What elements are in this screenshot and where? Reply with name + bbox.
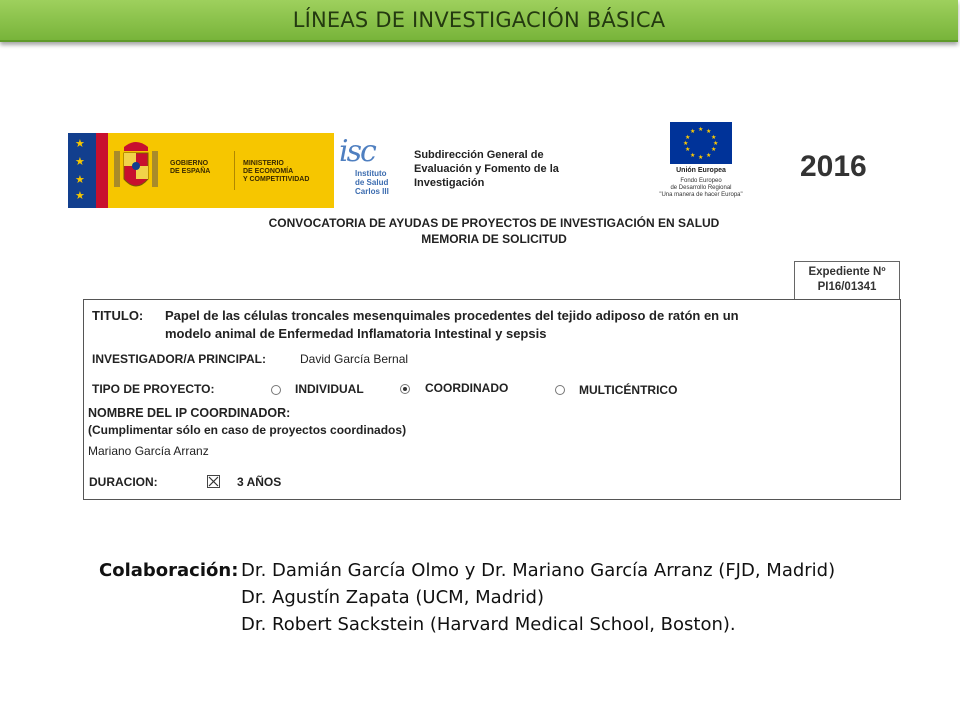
eu-flag-icon: ★ ★ ★ ★ ★ ★ ★ ★ ★ ★ ★ ★ [670,122,732,164]
colaborador-line: Dr. Robert Sackstein (Harvard Medical School, Boston). [241,614,736,635]
star-icon: ★ [75,138,85,150]
option-coordinado-label: COORDINADO [425,381,509,395]
coordinador-label: NOMBRE DEL IP COORDINADOR: [88,406,291,420]
checked-x-icon [208,476,219,487]
star-icon: ★ [75,156,85,168]
year-label: 2016 [800,150,867,183]
radio-coordinado[interactable] [400,384,410,394]
tipo-proyecto-label: TIPO DE PROYECTO: [92,382,215,396]
ministerio-text: MINISTERIO DE ECONOMÍA Y COMPETITIVIDAD [243,160,310,183]
coordinador-value: Mariano García Arranz [88,444,209,458]
colaboracion-row [99,611,835,638]
subdireccion-text: Subdirección General de Evaluación y Fomento de la Investigación [414,149,559,189]
titulo-line-1: Papel de las células troncales mesenquimales procedentes del tejido adiposo de ratón en un [165,308,739,323]
option-individual-label: INDIVIDUAL [295,382,364,396]
colaborador-line: Dr. Damián García Olmo y Dr. Mariano García Arranz (FJD, Madrid) [241,560,836,581]
coordinador-note: (Cumplimentar sólo en caso de proyectos coordinados) [88,423,407,437]
convocatoria-title: CONVOCATORIA DE AYUDAS DE PROYECTOS DE INVESTIGACIÓN EN SALUD [268,216,720,230]
radio-individual[interactable] [271,385,281,395]
colaborador-line: Dr. Agustín Zapata (UCM, Madrid) [241,587,544,608]
duracion-value: 3 AÑOS [237,475,282,489]
section-banner [0,0,958,42]
convocatoria-heading [226,215,762,247]
eu-label: Unión Europea [676,167,726,174]
isc-logo-text: Instituto de Salud Carlos III [355,169,389,196]
star-icon: ★ [75,190,85,202]
colaboracion-row [99,584,835,611]
option-multicentrico-label: MULTICÉNTRICO [579,383,678,397]
colaboracion-label: Colaboración: [99,560,239,581]
memoria-title: MEMORIA DE SOLICITUD [421,232,567,246]
eu-fondo-text: Fondo Europeo de Desarrollo Regional "Una manera de hacer Europa" [659,178,743,198]
expediente-box [794,261,900,299]
eu-stars-strip [68,133,96,208]
colaboracion-block [99,557,835,638]
duracion-label: DURACION: [89,475,158,489]
colaboracion-row [99,557,835,584]
flag-band [96,133,108,208]
star-icon: ★ [75,174,85,186]
investigador-label: INVESTIGADOR/A PRINCIPAL: [92,352,267,366]
gobierno-espana-logo [68,133,334,208]
banner-title: LÍNEAS DE INVESTIGACIÓN BÁSICA [292,8,666,32]
investigador-value: David García Bernal [300,352,409,366]
isc-logo-mark: isc [339,134,375,169]
expediente-value: PI16/01341 [817,281,877,293]
gobierno-text: GOBIERNO DE ESPAÑA [170,160,211,175]
duracion-checkbox[interactable] [207,475,220,488]
radio-multicentrico[interactable] [555,385,565,395]
isciii-logo [337,133,397,211]
coat-of-arms-icon [108,133,164,208]
titulo-line-2: modelo animal de Enfermedad Inflamatoria Intestinal y sepsis [165,326,547,341]
project-form [83,299,901,500]
titulo-label: TITULO: [92,308,144,323]
expediente-label: Expediente Nº [808,266,886,278]
